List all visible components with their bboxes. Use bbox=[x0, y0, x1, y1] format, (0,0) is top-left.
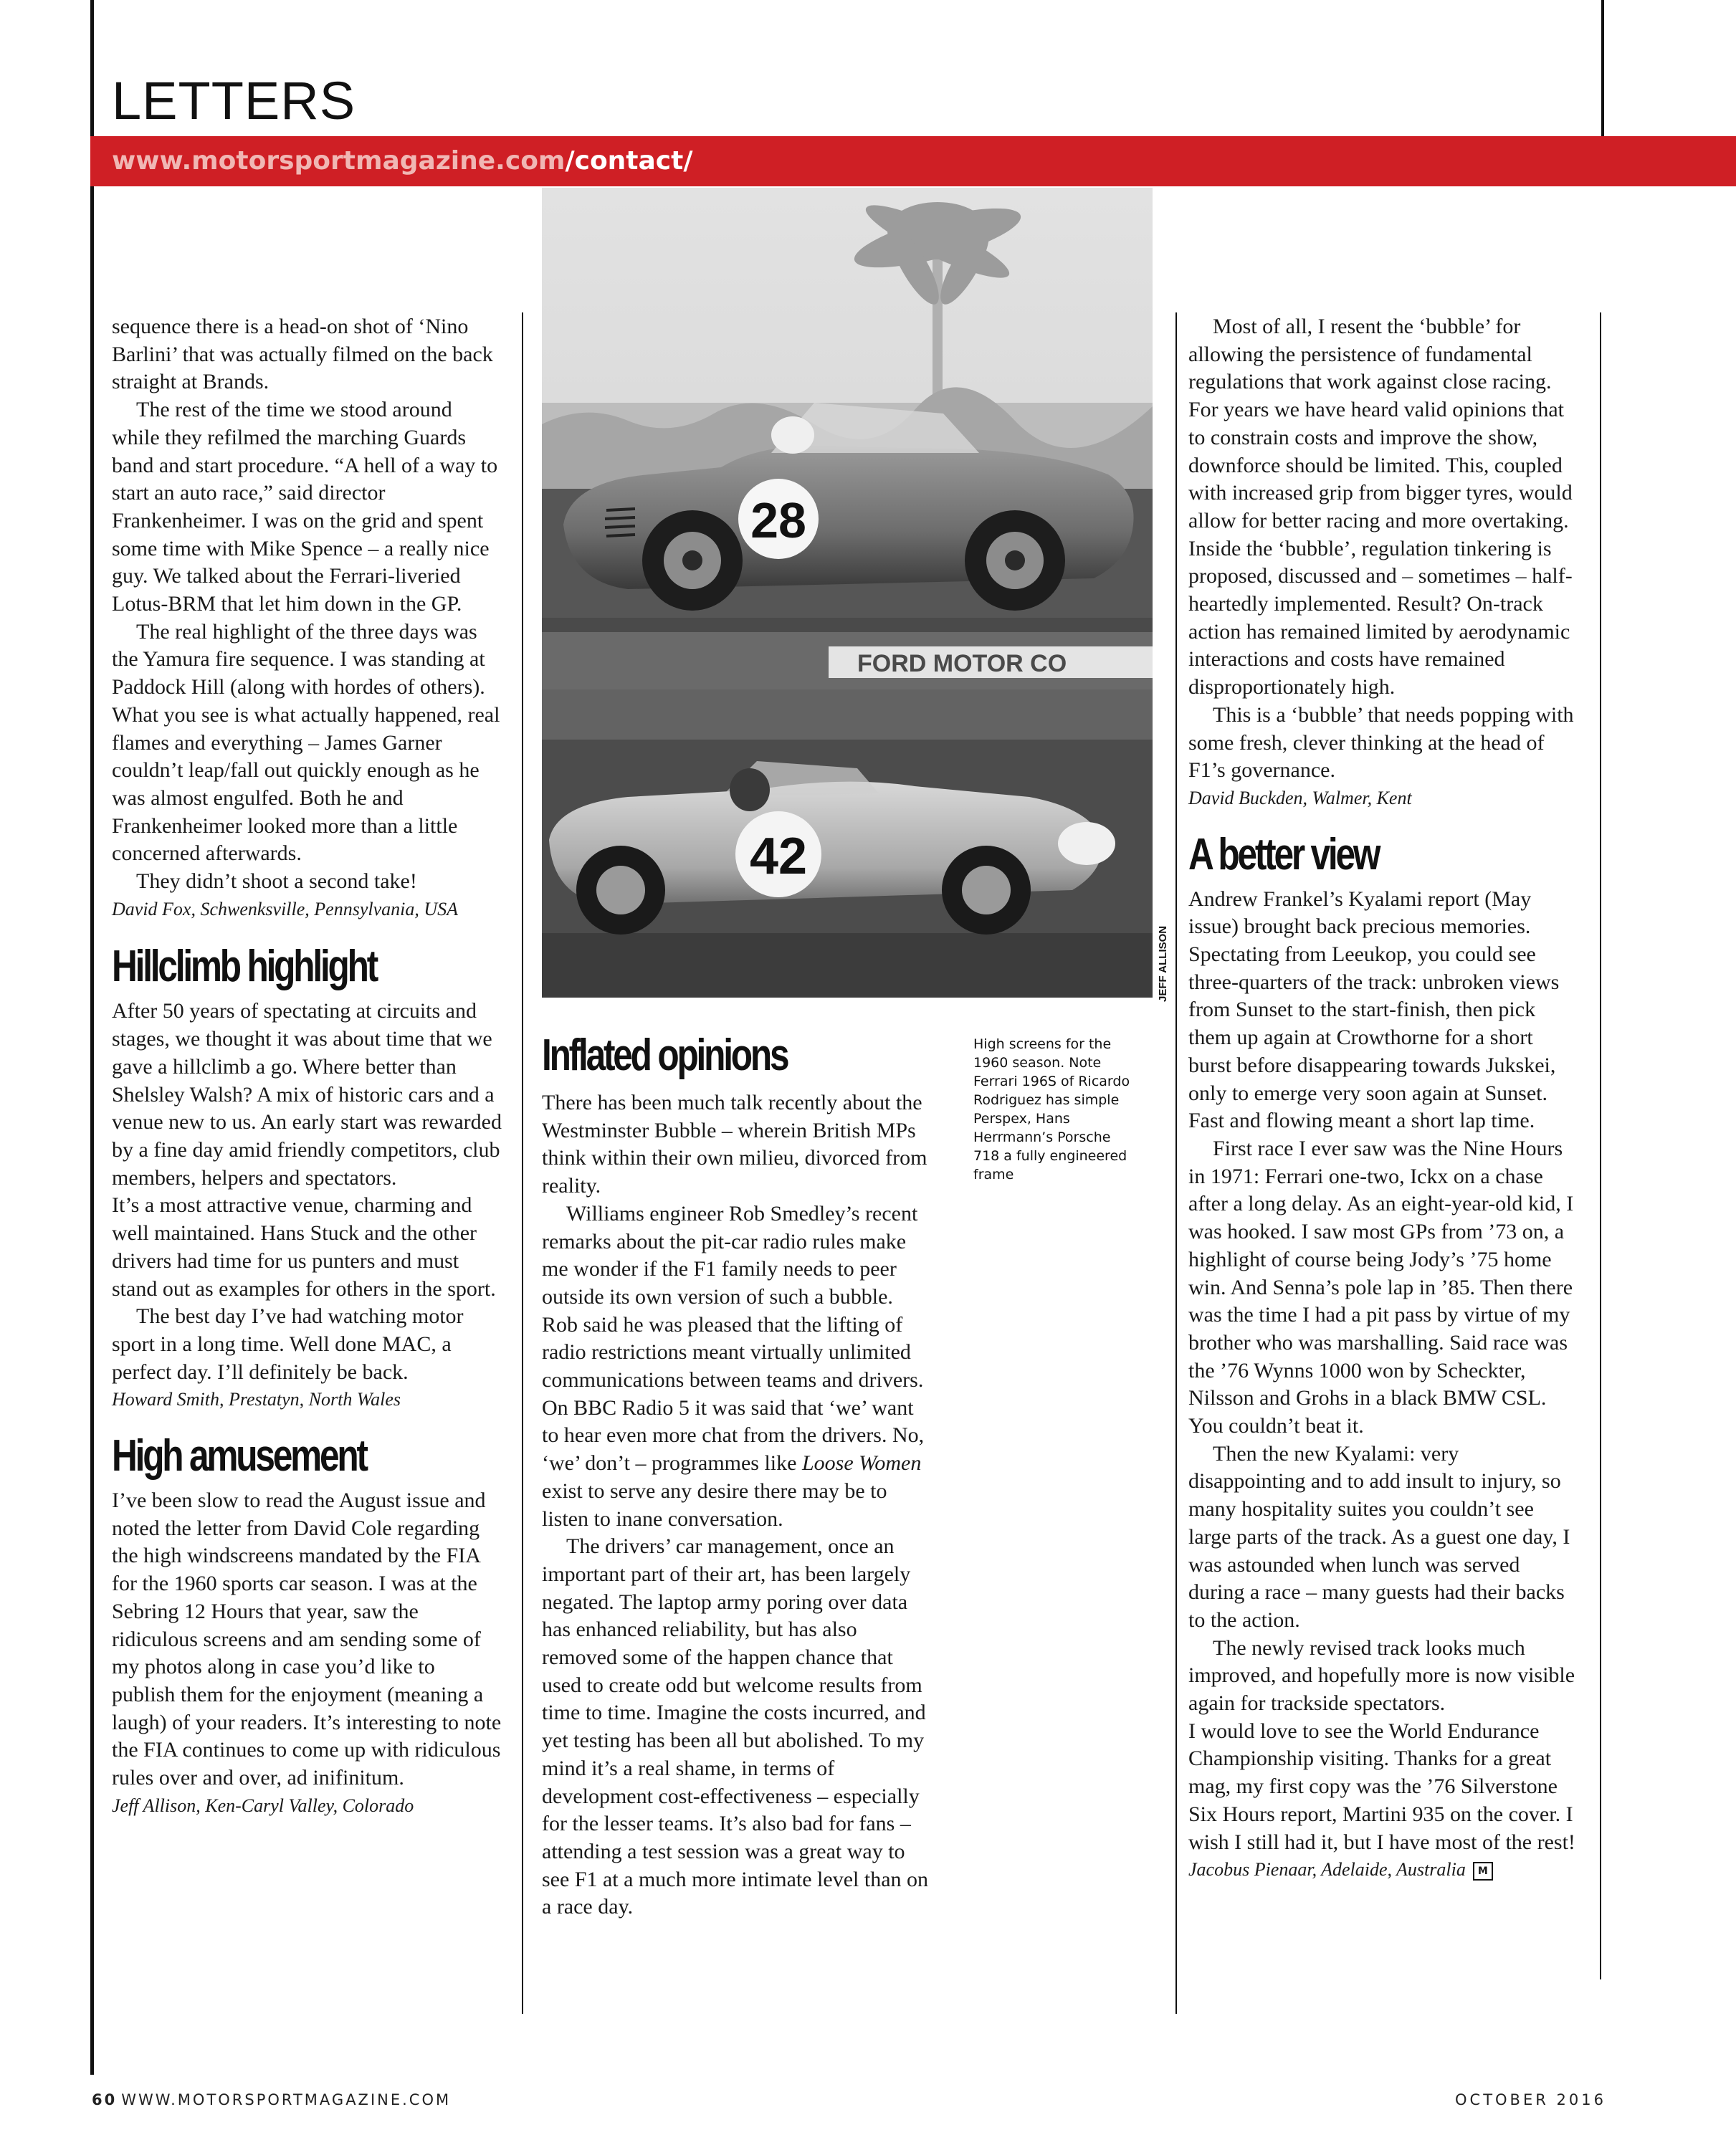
car-number-42: 42 bbox=[749, 828, 808, 885]
paragraph: The newly revised track looks much improved, and hopefully more is now visible again for trackside spectators. bbox=[1188, 1635, 1575, 1716]
page-right-rule bbox=[1601, 0, 1604, 136]
url-domain: www.motorsportmagazine.com bbox=[112, 146, 566, 176]
paragraph: There has been much talk recently about the Westminster Bubble – wherein British MPs think within their own milieu, divorced from reality. bbox=[542, 1091, 927, 1198]
column-2 bbox=[542, 1028, 933, 1921]
photo-ferrari-28 bbox=[542, 188, 1153, 689]
paragraph: The real highlight of the three days was the Yamura fire sequence. I was standing at Paddock Hill (along with hordes of others). What you see is what actually happened, real flames and everything – James Garner couldn’t leap/fall out quickly enough as he was almost engulfed. Both he and Frankenheimer looked more than a little concerned afterwards. bbox=[112, 619, 500, 866]
end-mark-icon: M bbox=[1473, 1862, 1493, 1881]
letter-heading: High amusement bbox=[112, 1431, 366, 1481]
letter-heading: Hillclimb highlight bbox=[112, 942, 377, 992]
footer-issue: OCTOBER 2016 bbox=[1455, 2091, 1606, 2108]
footer-site: WWW.MOTORSPORTMAGAZINE.COM bbox=[121, 2091, 452, 2108]
paragraph: Williams engineer Rob Smedley’s recent remarks about the pit-car radio rules make me wonder if the F1 family needs to peer outside its own version of such a bubble. Rob said he was pleased that the lifting of radio restrictions meant virtually unlimited communications between teams and drivers. On BBC Radio 5 it was said that ‘we’ want to hear even more chat from the drivers. No, ‘we’ don’t – programmes like Loose Women exist to serve any desire there may be to listen to inane conversation. bbox=[542, 1201, 925, 1531]
paragraph: I’ve been slow to read the August issue and noted the letter from David Cole regarding the high windscreens mandated by the FIA for the 1960 sports car season. I was at the Sebring 12 Hours that year, saw the ridiculous screens and am sending some of my photos along in case you’d like to publish them for the enjoyment (meaning a laugh) of your readers. It’s interesting to note the FIA continues to come up with ridiculous rules over and over, ad inifinitum. bbox=[112, 1489, 502, 1790]
letter-signature: Howard Smith, Prestatyn, North Wales bbox=[112, 1389, 401, 1410]
programme-title: Loose Women bbox=[801, 1451, 922, 1476]
column-3 bbox=[1188, 313, 1581, 1884]
paragraph: Andrew Frankel’s Kyalami report (May issue) brought back precious memories. Spectating from Leeukop, you could see three-quarters of the track: unbroken views from Sunset to the start-finish, then pick them up again at Crowthorne for a short burst before disappearing towards Jukskei, only to emerge very soon again at Sunset. Fast and flowing meant a short lap time. bbox=[1188, 887, 1560, 1133]
photo-porsche-42 bbox=[542, 689, 1153, 998]
column-rule-1 bbox=[522, 312, 523, 2014]
header-url-bar bbox=[90, 136, 1736, 186]
paragraph: The rest of the time we stood around while they refilmed the marching Guards band and start procedure. “A hell of a way to start an auto race,” said director Frankenheimer. I was on the grid and spent some time with Mike Spence – a really nice guy. We talked about the Ferrari-liveried Lotus-BRM that let him down in the GP. bbox=[112, 398, 498, 616]
letter-signature: David Buckden, Walmer, Kent bbox=[1188, 787, 1412, 808]
paragraph: This is a ‘bubble’ that needs popping with some fresh, clever thinking at the head of F1’s governance. bbox=[1188, 702, 1574, 783]
photo-credit: JEFF ALLISON bbox=[1157, 925, 1169, 1002]
letter-signature: Jeff Allison, Ken-Caryl Valley, Colorado bbox=[112, 1795, 414, 1816]
column-1 bbox=[112, 313, 502, 1820]
paragraph: They didn’t shoot a second take! bbox=[136, 869, 417, 894]
car-number-28: 28 bbox=[750, 492, 806, 548]
photo-caption: High screens for the 1960 season. Note Ferrari 196S of Ricardo Rodriguez has simple Perspex, Hans Herrmann’s Porsche 718 a fully engineered frame bbox=[973, 1036, 1130, 1182]
paragraph: It’s a most attractive venue, charming and well maintained. Hans Stuck and the other drivers had time for us punters and must stand out as examples for others in the sport. bbox=[112, 1193, 496, 1301]
page-left-rule bbox=[90, 0, 94, 2075]
contact-url-link[interactable] bbox=[112, 145, 693, 178]
letter-heading: Inflated opinions bbox=[542, 1031, 788, 1080]
column-rule-2 bbox=[1175, 312, 1177, 2014]
paragraph: Most of all, I resent the ‘bubble’ for allowing the persistence of fundamental regulations that work against close racing. For years we have heard valid opinions that to constrain costs and improve the show, downforce should be limited. This, coupled with increased grip from bigger tyres, would allow for better racing and more overtaking. Inside the ‘bubble’, regulation tinkering is proposed, discussed and – sometimes – half-heartedly implemented. Result? On-track action has remained limited by aerodynamic interactions and costs have remained disproportionately high. bbox=[1188, 315, 1573, 699]
paragraph: After 50 years of spectating at circuits and stages, we thought it was about time that we gave a hillclimb a go. Where better than Shelsley Walsh? A mix of historic cars and a venue new to us. An early start was rewarded by a fine day amid friendly competitors, club members, helpers and spectators. bbox=[112, 999, 502, 1190]
paragraph: Then the new Kyalami: very disappointing and to add insult to injury, so many hospitality suites you couldn’t see large parts of the track. As a guest one day, I was astounded when lunch was served during a race – many guests had their backs to the action. bbox=[1188, 1441, 1570, 1632]
paragraph: The drivers’ car management, once an important part of their art, has been largely negated. The laptop army poring over data has enhanced reliability, but has also removed some of the happen chance that used to create odd but welcome results from time to time. Imagine the costs incurred, and yet testing has been all but abolished. To my mind it’s a real shame, in terms of development cost-effectiveness – especially for the lesser teams. It’s also bad for fans – attending a test session was a great way to see F1 at a much more intimate level than on a race day. bbox=[542, 1534, 929, 1919]
paragraph: First race I ever saw was the Nine Hours in 1971: Ferrari one-two, Ickx on a chase after a long delay. As an eight-year-old kid, I was hooked. I saw most GPs from ’73 on, a highlight of course being Jody’s ’75 home win. And Senna’s pole lap in ’85. Then there was the time I had a pit pass by virtue of my brother who was marshalling. Said race was the ’76 Wynns 1000 won by Scheckter, Nilsson and Grohs in a black BMW CSL. You couldn’t beat it. bbox=[1188, 1136, 1574, 1438]
paragraph: I would love to see the World Endurance Championship visiting. Thanks for a great mag, my first copy was the ’76 Silverstone Six Hours report, Martini 935 on the cover. I wish I still had it, but I have most of the rest! bbox=[1188, 1719, 1575, 1854]
footer-folio bbox=[92, 2091, 451, 2108]
paragraph: sequence there is a head-on shot of ‘Nino Barlini’ that was actually filmed on the back straight at Brands. bbox=[112, 315, 493, 394]
page-number: 60 bbox=[92, 2091, 118, 2108]
letter-signature: David Fox, Schwenksville, Pennsylvania, USA bbox=[112, 898, 459, 919]
letter-signature: Jacobus Pienaar, Adelaide, Australia M bbox=[1188, 1856, 1581, 1884]
url-path: /contact/ bbox=[565, 146, 693, 176]
section-title: LETTERS bbox=[112, 71, 356, 130]
banner-text: FORD MOTOR CO bbox=[857, 650, 1067, 677]
column-rule-3 bbox=[1600, 312, 1601, 1979]
paragraph: The best day I’ve had watching motor sport in a long time. Well done MAC, a perfect day. I’ll definitely be back. bbox=[112, 1304, 464, 1384]
letter-heading: A better view bbox=[1188, 829, 1379, 879]
